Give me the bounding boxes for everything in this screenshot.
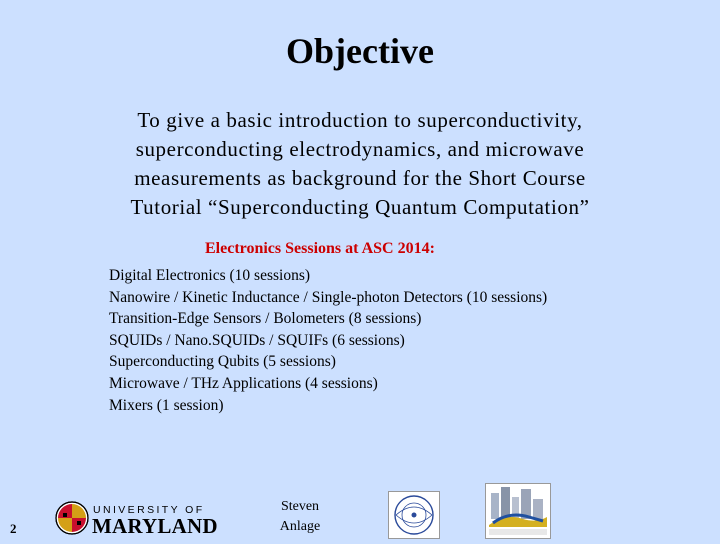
author-line: Steven [280,499,320,514]
page-number: 2 [10,521,17,536]
conference-logo-icon [388,491,440,539]
objective-text [80,106,640,222]
university-logo-line1: UNIVERSITY OF [93,504,205,516]
list-item: Mixers (1 session) [109,396,224,414]
objective-line: Tutorial “Superconducting Quantum Computation” [130,195,590,219]
author-name [272,497,328,537]
list-item: Microwave / THz Applications (4 sessions) [109,374,378,392]
sessions-heading: Electronics Sessions at ASC 2014: [205,240,435,257]
objective-line: superconducting electrodynamics, and microwave [135,137,585,161]
list-item: Nanowire / Kinetic Inductance / Single-photon Detectors (10 sessions) [109,288,548,306]
list-item: Transition-Edge Sensors / Bolometers (8 sessions) [109,310,422,328]
asc-logo-icon [485,483,551,539]
author-line: Anlage [279,519,321,534]
university-logo [54,500,230,536]
list-item: Digital Electronics (10 sessions) [109,267,311,284]
objective-line: To give a basic introduction to superconductivity, [137,108,583,132]
list-item: SQUIDs / Nano.SQUIDs / SQUIFs (6 sessions) [109,331,405,349]
objective-line: measurements as background for the Short Course [134,166,586,190]
university-seal-icon [56,502,88,534]
university-logo-line2: MARYLAND [92,514,218,536]
list-item: Superconducting Qubits (5 sessions) [109,353,336,371]
sessions-list [109,265,547,416]
slide-title: Objective [286,31,434,71]
